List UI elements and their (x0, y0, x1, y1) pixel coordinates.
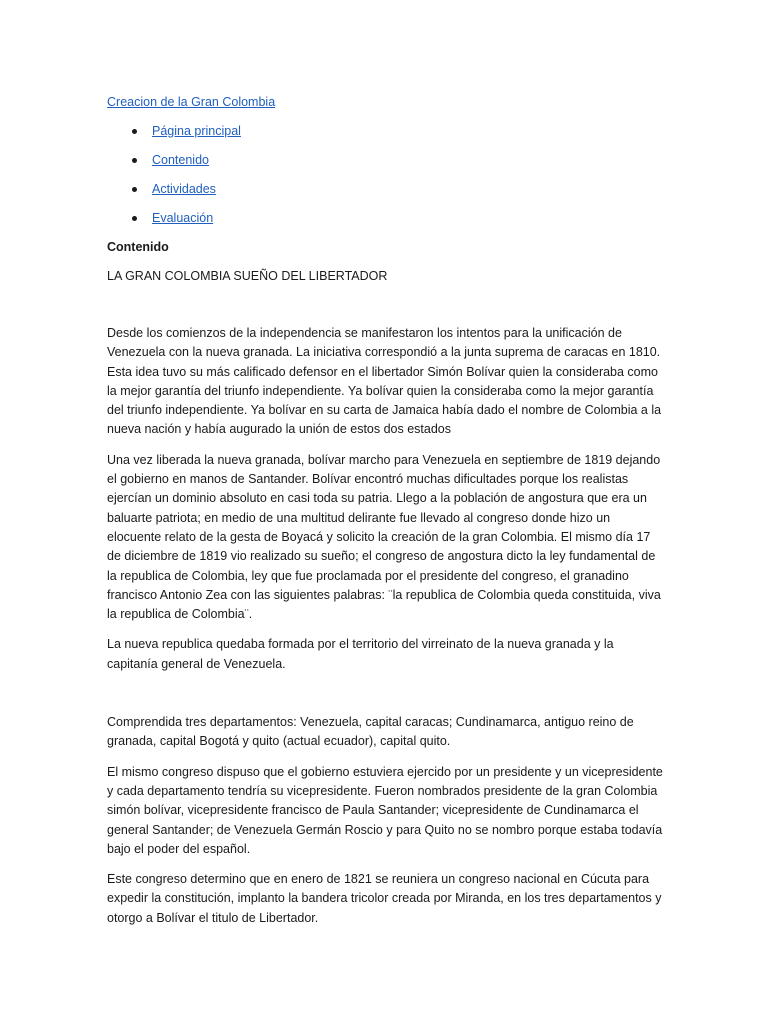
nav-list (107, 122, 663, 227)
document-page (107, 93, 663, 939)
list-item (107, 151, 663, 169)
list-item (107, 122, 663, 140)
nav-link-actividades[interactable]: Actividades (152, 182, 216, 196)
paragraph: Una vez liberada la nueva granada, bolívar marcho para Venezuela en septiembre de 1819 dejando el gobierno en manos de Santander. Bolívar encontró muchas dificultades porque los realistas ejercían un dominio absoluto en casi toda su patria. Llego a la población de angostura que era un baluarte patriota; en medio de una multitud delirante fue llevado al congreso donde hizo un elocuente relato de la gesta de Boyacá y solicito la creación de la gran Colombia. El mismo día 17 de diciembre de 1819 vio realizado su sueño; el congreso de angostura dicto la ley fundamental de la republica de Colombia, ley que fue proclamada por el presidente del congreso, el granadino francisco Antonio Zea con las siguientes palabras: ¨la republica de Colombia queda constituida, viva la republica de Colombia¨. (107, 452, 661, 622)
bullet-icon (132, 187, 137, 192)
list-item (107, 209, 663, 227)
nav-link-pagina-principal[interactable]: Página principal (152, 124, 241, 138)
section-heading: Contenido (107, 240, 169, 254)
bullet-icon (132, 158, 137, 163)
paragraph: Este congreso determino que en enero de 1821 se reuniera un congreso nacional en Cúcuta para expedir la constitución, implanto la bandera tricolor creada por Miranda, en los tres departamentos y otorgo a Bolívar el titulo de Libertador. (107, 872, 662, 925)
nav-link-evaluacion[interactable]: Evaluación (152, 211, 214, 225)
paragraph: Desde los comienzos de la independencia se manifestaron los intentos para la unificación de Venezuela con la nueva granada. La iniciativa correspondió a la junta suprema de caracas en 1810. Esta idea tuvo su más calificado defensor en el libertador Simón Bolívar quien la consideraba como la mejor garantía del triunfo independiente. Ya bolívar quien la consideraba como la mejor garantía del triunfo independiente. Ya bolívar en su carta de Jamaica había dado el nombre de Colombia a la nueva nación y había augurado la unión de estos dos estados (107, 326, 662, 437)
bullet-icon (132, 216, 137, 221)
section-subheading: LA GRAN COLOMBIA SUEÑO DEL LIBERTADOR (107, 269, 388, 283)
paragraph: La nueva republica quedaba formada por el territorio del virreinato de la nueva granada y la capitanía general de Venezuela. (107, 637, 614, 671)
title-link[interactable]: Creacion de la Gran Colombia (107, 95, 276, 109)
paragraph: El mismo congreso dispuso que el gobierno estuviera ejercido por un presidente y un vicepresidente y cada departamento tendría su vicepresidente. Fueron nombrados presidente de la gran Colombia simón bolívar, vicepresidente francisco de Paula Santander; vicepresidente de Cundinamarca el general Santander; de Venezuela Germán Roscio y para Quito no se nombro porque estaba todavía bajo el poder del español. (107, 764, 663, 856)
nav-link-contenido[interactable]: Contenido (152, 153, 209, 167)
list-item (107, 180, 663, 198)
paragraph: Comprendida tres departamentos: Venezuela, capital caracas; Cundinamarca, antiguo reino de granada, capital Bogotá y quito (actual ecuador), capital quito. (107, 715, 634, 749)
bullet-icon (132, 129, 137, 134)
